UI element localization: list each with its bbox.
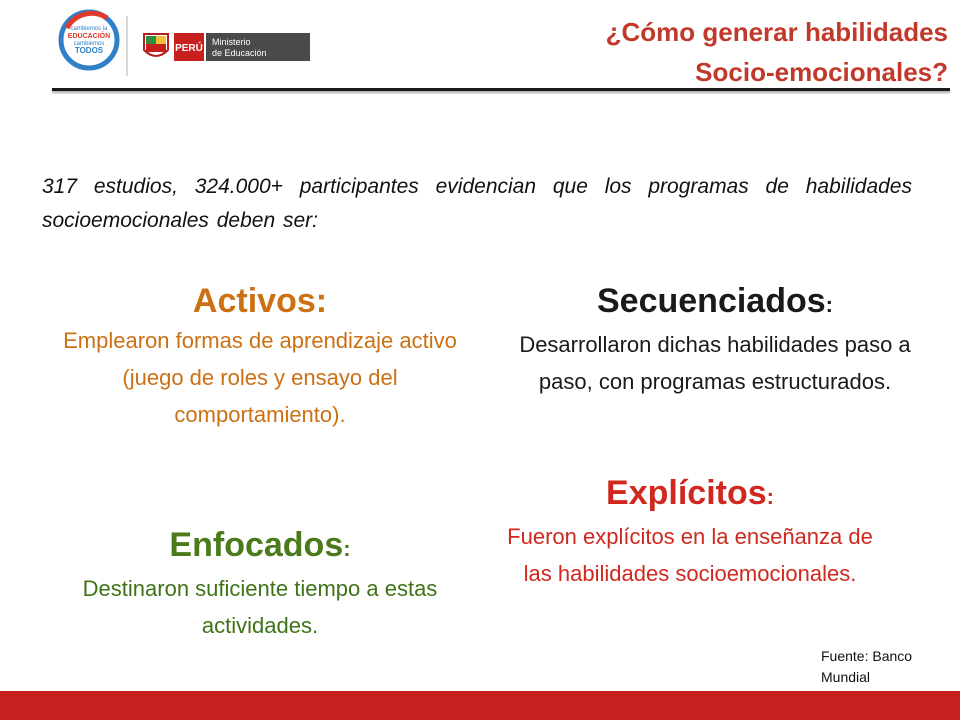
explicitos-title [500, 472, 880, 518]
source-note: Fuente: Banco Mundial [821, 648, 913, 685]
activos-body: Emplearon formas de aprendizaje activo (juego de roles y ensayo del comportamiento). [63, 328, 457, 427]
logo-country-text: PERÚ [175, 43, 203, 54]
logo-ministry-line-2: de Educación [212, 48, 267, 58]
explicitos-body: Fueron explícitos en la enseñanza de las habilidades socioemocionales. [507, 524, 873, 586]
logo-text-4: TODOS [74, 46, 104, 55]
activos-title: Activos: [192, 282, 328, 320]
enfocados-title-colon: : [343, 536, 351, 561]
logo-ministry-line-1: Ministerio [212, 37, 251, 47]
coat-of-arms-icon [144, 34, 168, 56]
block-enfocados [45, 524, 475, 644]
logo-divider [126, 16, 128, 76]
enfocados-title [45, 524, 475, 570]
block-activos [60, 280, 460, 433]
block-explicitos [500, 472, 880, 592]
enfocados-title-text: Enfocados [169, 526, 344, 564]
title-line-1: ¿Cómo generar habilidades [605, 17, 948, 47]
page-title [428, 12, 948, 92]
explicitos-title-text: Explícitos [606, 474, 767, 512]
title-line-2: Socio-emocionales? [695, 57, 948, 87]
campaign-logo [57, 8, 121, 72]
secuenciados-title [515, 280, 915, 326]
ministry-logo [140, 30, 310, 64]
enfocados-body: Destinaron suficiente tiempo a estas actividades. [82, 576, 438, 638]
secuenciados-title-text: Secuenciados [597, 282, 826, 320]
secuenciados-title-colon: : [825, 292, 833, 317]
intro-text: 317 estudios, 324.000+ participantes evidencian que los programas de habilidades socioemocionales deben ser: [42, 175, 912, 232]
secuenciados-body: Desarrollaron dichas habilidades paso a paso, con programas estructurados. [519, 332, 911, 394]
footer-bar [0, 691, 960, 720]
logo-text-2: EDUCACIÓN [67, 33, 111, 40]
explicitos-title-colon: : [766, 484, 774, 509]
block-secuenciados [515, 280, 915, 400]
logo-text-1: cambiemos la [70, 26, 108, 32]
logo-text-3: cambiemos [73, 41, 105, 47]
title-underline [52, 88, 950, 91]
